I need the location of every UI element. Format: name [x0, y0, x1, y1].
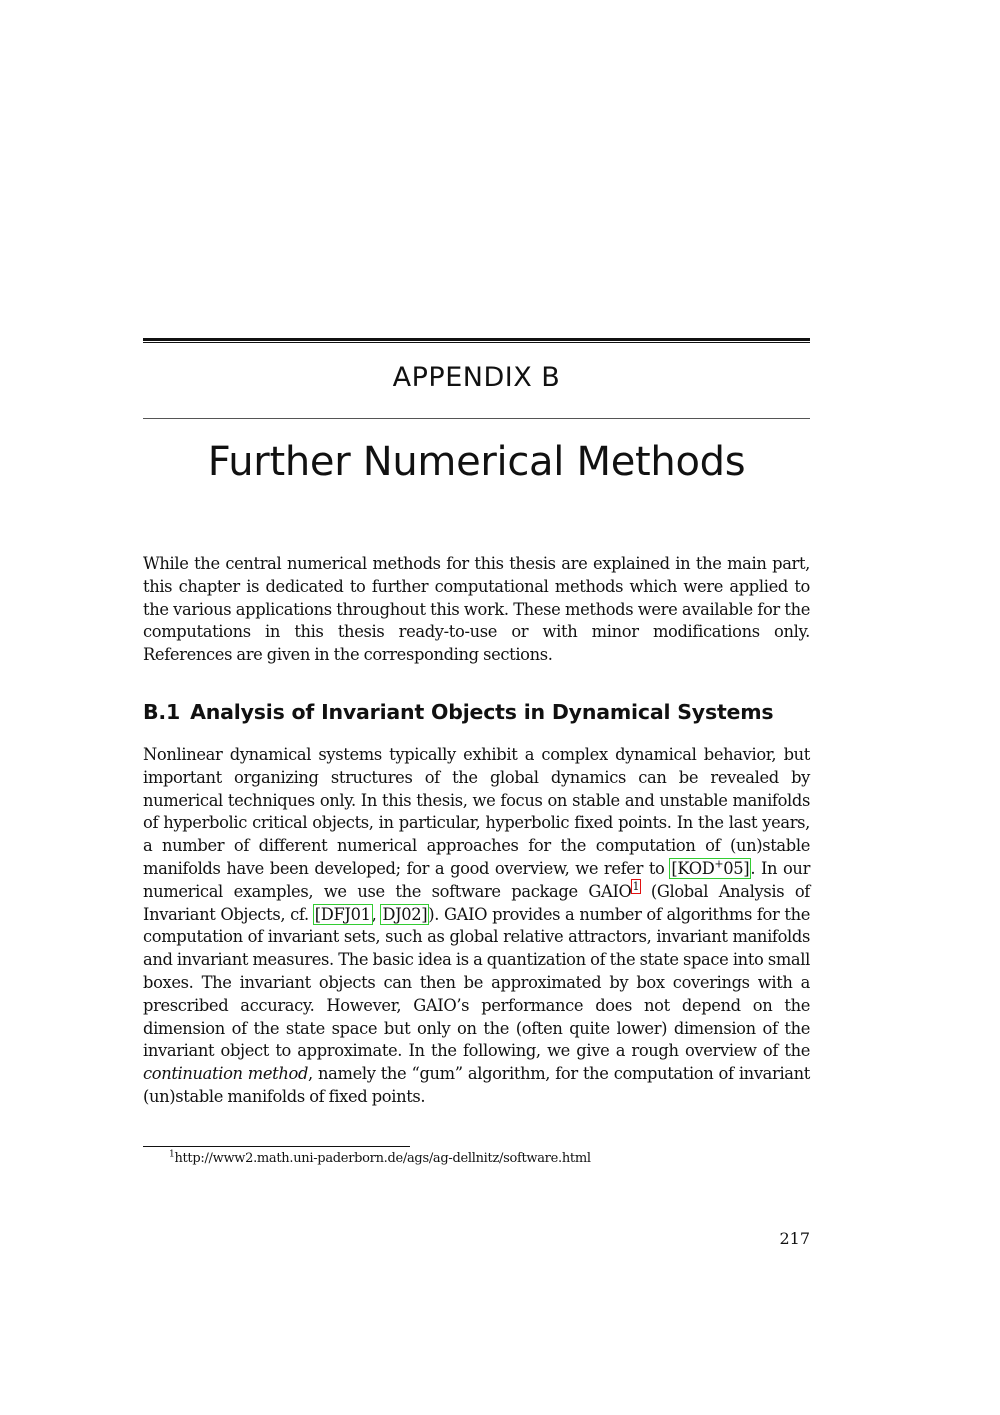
footnote-marker[interactable]: 1 — [632, 880, 640, 894]
chapter-top-rule — [143, 338, 810, 341]
section-title: Analysis of Invariant Objects in Dynamical Systems — [190, 700, 774, 724]
citation-kod05-pre: [KOD — [671, 858, 715, 878]
body-text-part: Nonlinear dynamical systems typically exhibit a complex dynamical behavior, but important organizing structures of the global dynamics can be revealed by numerical techniques only. In this thesis, we focus on stable and unstable manifolds of hyperbolic critical objects, in particular, hyperbolic fixed points. In the last years, a number of different numerical approaches for the computation of (un)stable manifolds have been developed; for a good overview, we refer to — [143, 745, 810, 878]
citation-kod05-sup: + — [714, 857, 724, 871]
chapter-top-rule-secondary — [143, 342, 810, 343]
citation-kod05[interactable] — [670, 859, 750, 878]
citation-dj02[interactable]: DJ02] — [382, 904, 428, 924]
page — [143, 0, 810, 1415]
citation-separator: , — [371, 904, 382, 924]
body-text-part: . In our numerical examples, we use the software package GAIO — [143, 858, 811, 901]
body-text-part: ). GAIO provides a number of algorithms for the computation of invariant sets, such as global relative attractors, invariant manifolds and invariant measures. The basic idea is a quantization of the state space into small boxes. The invariant objects can then be approximated by box coverings with a prescribed accuracy. However, GAIO’s performance does not depend on the dimension of the state space but only on the (often quite lower) dimension of the invariant object to approximate. In the following, we give a rough overview of the — [143, 904, 810, 1061]
footnote — [169, 1150, 591, 1168]
section-number: B.1 — [143, 700, 181, 724]
chapter-title: Further Numerical Methods — [207, 439, 746, 485]
intro-paragraph: While the central numerical methods for this thesis are explained in the main part, this chapter is dedicated to further computational methods which were applied to the various applications throughout this work. These methods were available for the computations in this thesis ready-to-use or with minor modifications only. References are given in the corresponding sections. — [143, 554, 810, 665]
footnote-rule — [143, 1146, 410, 1147]
citation-dfj01[interactable]: [DFJ01 — [314, 904, 371, 924]
footnote-url[interactable]: http://www2.math.uni-paderborn.de/ags/ag-dellnitz/software.html — [174, 1151, 591, 1166]
section-heading — [143, 698, 810, 726]
footnote-number: 1 — [169, 1149, 175, 1160]
citation-kod05-post: 05] — [723, 858, 750, 878]
page-number: 217 — [779, 1229, 810, 1248]
emphasis-continuation-method: continuation method — [143, 1064, 309, 1084]
chapter-divider-rule — [143, 418, 810, 419]
body-text-part: , namely the “gum” algorithm, for the computation of invariant (un)stable manifolds of fixed points. — [143, 1064, 810, 1106]
body-paragraph — [143, 744, 810, 1109]
chapter-label: APPENDIX B — [392, 362, 561, 393]
body-text-part: (Global Analysis of Invariant Objects, cf. — [143, 881, 810, 924]
